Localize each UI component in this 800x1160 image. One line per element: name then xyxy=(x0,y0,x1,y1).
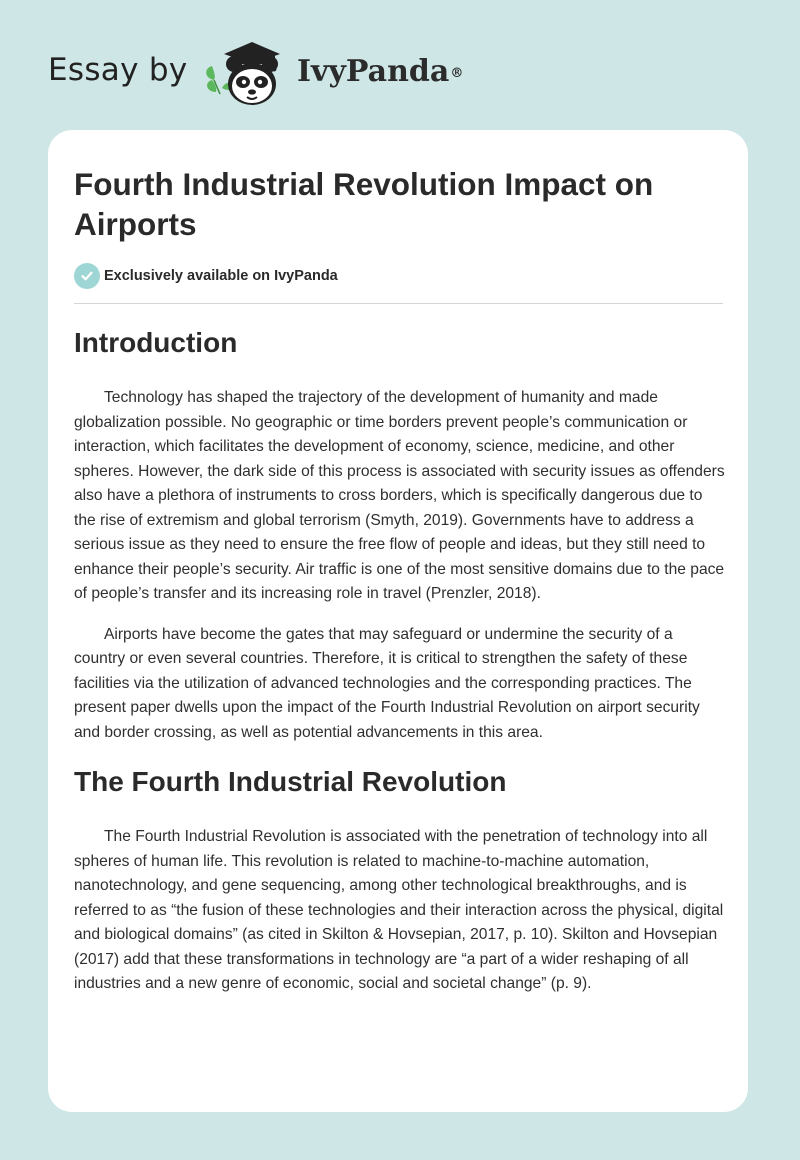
check-circle-icon xyxy=(74,263,100,289)
brand-name: IvyPanda xyxy=(297,54,450,89)
ivy-leaf-icon xyxy=(206,66,232,94)
section-heading-fourth-industrial-revolution: The Fourth Industrial Revolution xyxy=(74,766,507,797)
panda-graduate-icon[interactable] xyxy=(200,34,292,110)
essay-card xyxy=(48,130,748,1112)
paragraph: Technology has shaped the trajectory of the development of humanity and made globalization possible. No geographic or time borders prevent people’s communication or interaction, which facilitates the development of economy, science, medicine, and other spheres. However, the dark side of this process is associated with security issues as offenders also have a plethora of instruments to cross borders, which is specifically dangerous due to the rise of extremism and global terrorism (Smyth, 2019). Governments have to address a serious issue as they need to ensure the free flow of people and ideas, but they still need to enhance their people’s security. Air traffic is one of the most sensitive domains due to the pace of people’s transfer and its increasing role in travel (Prenzler, 2018). xyxy=(74,389,725,602)
site-header xyxy=(0,0,800,120)
divider xyxy=(74,303,723,304)
brand-logo-text[interactable] xyxy=(297,52,462,92)
essay-by-label: Essay by xyxy=(48,52,188,88)
paragraph: The Fourth Industrial Revolution is associated with the penetration of technology into all spheres of human life. This revolution is related to machine-to-machine automation, nanotechnology, and gene sequencing, among other technological breakthroughs, and is referred to as “the fusion of these technologies and their interaction across the physical, digital and biological domains” (as cited in Skilton & Hovsepian, 2017, p. 10). Skilton and Hovsepian (2017) add that these transformations in technology are “a part of a wider reshaping of all industries and a new genre of economic, social and societal change” (p. 9). xyxy=(74,828,724,992)
paragraph: Airports have become the gates that may safeguard or undermine the security of a country or even several countries. Therefore, it is critical to strengthen the safety of these facilities via the utilization of advanced technologies and the corresponding practices. The present paper dwells upon the impact of the Fourth Industrial Revolution on airport security and border crossing, as well as potential advancements in this area. xyxy=(74,625,700,741)
essay-body xyxy=(74,322,726,1013)
registered-mark: ® xyxy=(450,66,464,81)
exclusive-badge xyxy=(74,262,338,290)
exclusive-label: Exclusively available on IvyPanda xyxy=(104,268,338,284)
page-title: Fourth Industrial Revolution Impact on Airports xyxy=(74,166,654,242)
section-heading-introduction: Introduction xyxy=(74,327,238,358)
